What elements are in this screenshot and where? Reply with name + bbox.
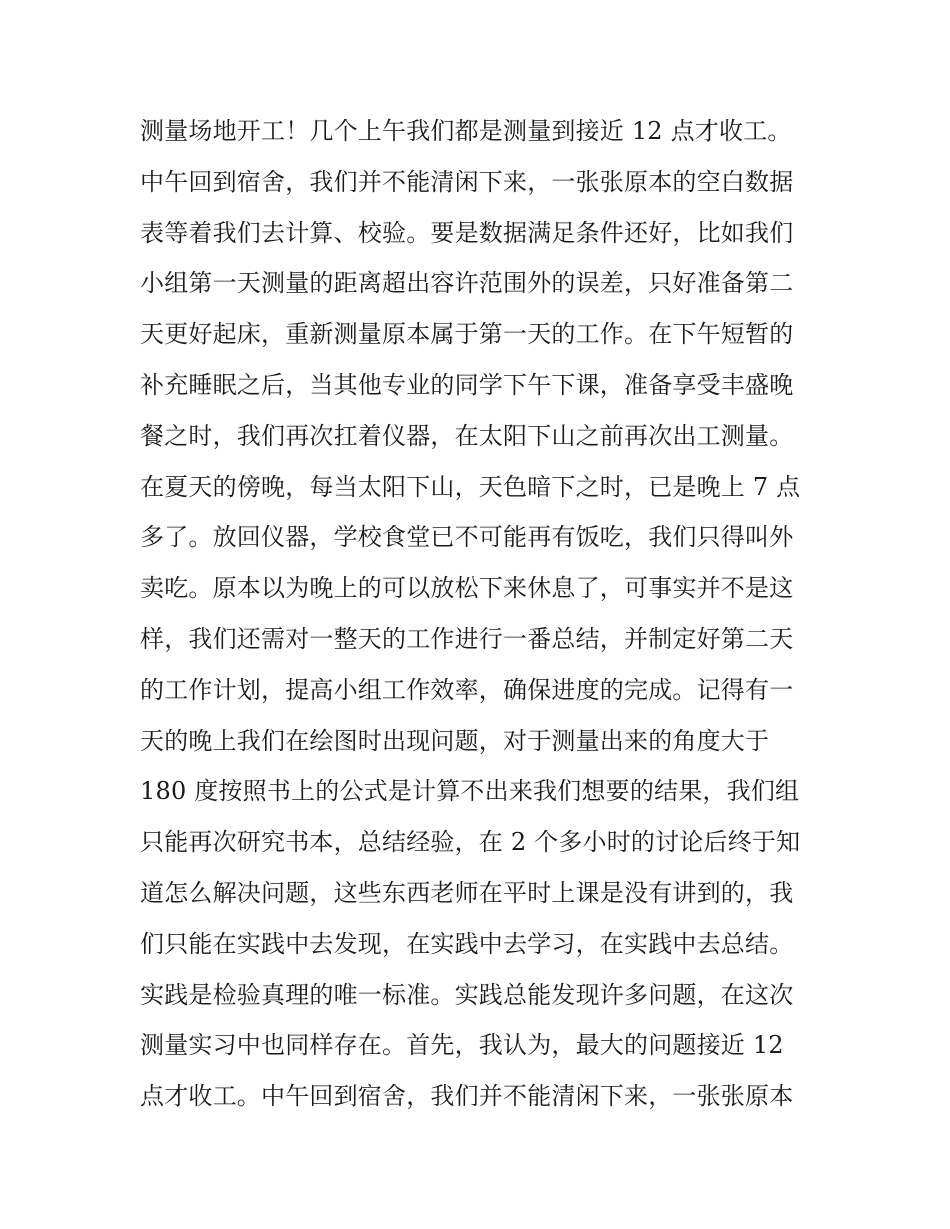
text-line: 卖吃。原本以为晚上的可以放松下来休息了，可事实并不是这 bbox=[140, 574, 794, 603]
text-line: 小组第一天测量的距离超出容许范围外的误差，只好准备第二 bbox=[140, 269, 794, 298]
text-line: 餐之时，我们再次扛着仪器，在太阳下山之前再次出工测量。 bbox=[140, 421, 794, 450]
text-line: 点才收工。中午回到宿舍，我们并不能清闲下来，一张张原本 bbox=[140, 1082, 794, 1111]
text-line: 测量场地开工！几个上午我们都是测量到接近 12 点才收工。 bbox=[140, 117, 792, 145]
body-text bbox=[140, 106, 820, 1122]
text-line: 在夏天的傍晚，每当太阳下山，天色暗下之时，已是晚上 7 点 bbox=[140, 472, 801, 501]
text-line: 只能再次研究书本，总结经验，在 2 个多小时的讨论后终于知 bbox=[140, 828, 801, 857]
text-line: 们只能在实践中去发现，在实践中去学习，在实践中去总结。 bbox=[140, 929, 794, 958]
text-line: 道怎么解决问题，这些东西老师在平时上课是没有讲到的，我 bbox=[140, 878, 794, 907]
text-line: 多了。放回仪器，学校食堂已不可能再有饭吃，我们只得叫外 bbox=[140, 523, 794, 552]
text-line: 表等着我们去计算、校验。要是数据满足条件还好，比如我们 bbox=[140, 218, 794, 247]
text-line: 天更好起床，重新测量原本属于第一天的工作。在下午短暂的 bbox=[140, 320, 794, 349]
text-line: 补充睡眠之后，当其他专业的同学下午下课，准备享受丰盛晚 bbox=[140, 370, 794, 399]
text-line: 样，我们还需对一整天的工作进行一番总结，并制定好第二天 bbox=[140, 624, 794, 653]
text-line: 中午回到宿舍，我们并不能清闲下来，一张张原本的空白数据 bbox=[140, 167, 794, 196]
text-line: 天的晚上我们在绘图时出现问题，对于测量出来的角度大于 bbox=[140, 726, 770, 755]
text-line: 实践是检验真理的唯一标准。实践总能发现许多问题，在这次 bbox=[140, 980, 794, 1009]
text-line: 180 度按照书上的公式是计算不出来我们想要的结果，我们组 bbox=[140, 777, 800, 806]
text-line: 测量实习中也同样存在。首先，我认为，最大的问题接近 12 bbox=[140, 1031, 784, 1060]
text-line: 的工作计划，提高小组工作效率，确保进度的完成。记得有一 bbox=[140, 675, 794, 704]
